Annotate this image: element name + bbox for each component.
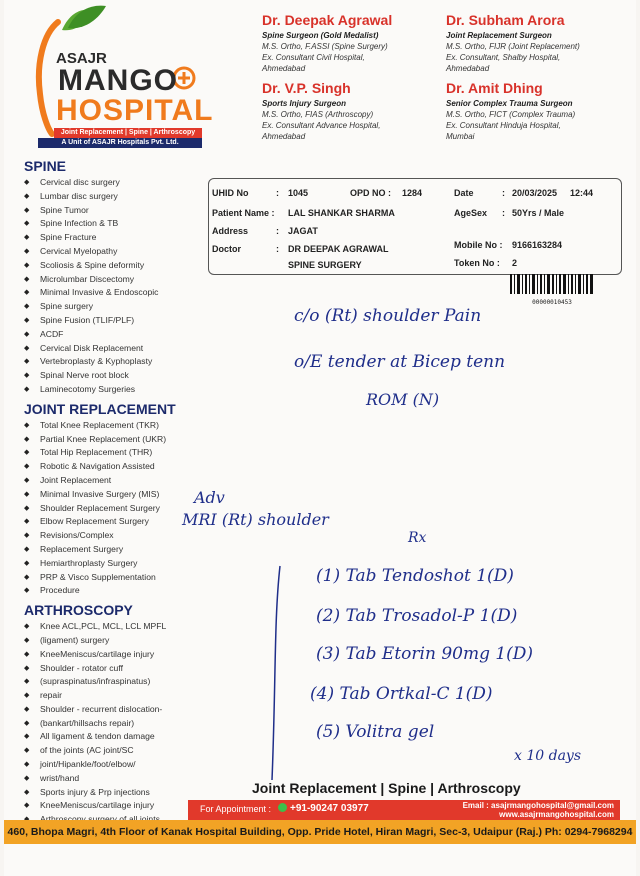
service-item: ◆ repair [24,689,184,703]
handwritten-medicine-1: (1) Tab Tendoshot 1(D) [316,566,514,586]
barcode-number: 00000010453 [532,299,572,306]
service-item: ◆ (supraspinatus/infraspinatus) [24,675,184,689]
doctor-qualification: M.S. Ortho, F.ASSI (Spine Surgery) [262,42,388,51]
service-item: ◆ Spine Fracture [24,231,184,245]
doctor-name: Dr. Amit Dhing [446,80,543,96]
service-item: ◆ Cervical Myelopathy [24,245,184,259]
service-item: ◆ of the joints (AC joint/SC [24,744,184,758]
service-item: ◆ (bankart/hillsachs repair) [24,717,184,731]
service-item: ◆ Laminecotomy Surgeries [24,383,184,397]
service-item: ◆ Microlumbar Discectomy [24,273,184,287]
doctor-name: Dr. Deepak Agrawal [262,12,393,28]
doctor-experience: Ex. Consultant, Shalby Hospital, [446,53,561,62]
service-item: ◆ Minimal Invasive Surgery (MIS) [24,488,184,502]
department-value: SPINE SURGERY [288,260,362,270]
handwritten-rx: Rx [408,530,427,546]
handwritten-medicine-2: (2) Tab Trosadol-P 1(D) [316,606,518,626]
services-sidebar [24,158,184,831]
doctor-experience-city: Ahmedabad [262,132,306,141]
doctor-name: Dr. Subham Arora [446,12,565,28]
service-item: ◆ Partial Knee Replacement (UKR) [24,433,184,447]
section-title-arthroscopy: ARTHROSCOPY [24,602,133,619]
agesex-value: 50Yrs / Male [512,208,565,218]
bracket-line [266,560,286,788]
service-item: ◆ Sports injury & Prp injections [24,786,184,800]
prescription-page [4,0,636,876]
service-item: ◆ Minimal Invasive & Endoscopic [24,286,184,300]
handwritten-complaint: c/o (Rt) shoulder Pain [294,306,482,326]
service-item: ◆ Hemiarthroplasty Surgery [24,557,184,571]
handwritten-examination: o/E tender at Bicep tenn [294,352,506,372]
footer-address: 460, Bhopa Magri, 4th Floor of Kanak Hospital Building, Opp. Pride Hotel, Hiran Magri, Sec-3, Udaipur (Raj.) Ph: 0294-7968294 [4,820,636,844]
handwritten-medicine-5: (5) Volitra gel [316,722,435,742]
doctor-card-1 [262,12,442,74]
doctor-experience-city: Mumbai [446,132,475,141]
handwritten-medicine-4: (4) Tab Ortkal-C 1(D) [310,684,493,704]
hospital-unit: A Unit of ASAJR Hospitals Pvt. Ltd. [38,138,202,148]
doctor-card-4 [446,80,626,142]
patient-name-value: LAL SHANKAR SHARMA [288,208,395,218]
hospital-logo [18,4,214,146]
doctor-card-2 [446,12,626,74]
doctor-experience-city: Ahmedabad [446,64,490,73]
doctor-qualification: M.S. Ortho, FICT (Complex Trauma) [446,110,576,119]
hospital-name-bottom: HOSPITAL [56,94,214,127]
patient-name-label: Patient Name : [212,208,275,218]
footer-services: Joint Replacement | Spine | Arthroscopy [252,780,521,796]
service-item: ◆ Cervical disc surgery [24,176,184,190]
service-item: ◆ ACDF [24,328,184,342]
service-item: ◆ Shoulder Replacement Surgery [24,502,184,516]
doctor-experience: Ex. Consultant Hinduja Hospital, [446,121,561,130]
hospital-tagline: Joint Replacement | Spine | Arthroscopy [54,128,202,138]
doctor-value: DR DEEPAK AGRAWAL [288,244,389,254]
doctor-experience: Ex. Consultant Civil Hospital, [262,53,365,62]
token-value: 2 [512,258,518,268]
arthroscopy-list [24,620,184,827]
appointment-label: For Appointment : [200,804,272,814]
barcode-bars [510,274,594,294]
service-item: ◆ Shoulder - rotator cuff [24,662,184,676]
whatsapp-icon [278,803,287,812]
service-item: ◆ Revisions/Complex [24,529,184,543]
phone-number: +91-90247 03977 [290,803,369,814]
time-value: 12:44 [570,188,594,198]
doctor-experience: Ex. Consultant Advance Hospital, [262,121,381,130]
service-item: ◆ Total Knee Replacement (TKR) [24,419,184,433]
colon: : [276,188,279,198]
doctor-name: Dr. V.P. Singh [262,80,351,96]
service-item: ◆ Spine Tumor [24,204,184,218]
doctor-label: Doctor [212,244,241,254]
doctor-title: Senior Complex Trauma Surgeon [446,99,573,108]
service-item: ◆ Joint Replacement [24,474,184,488]
footer-website[interactable]: www.asajrmangohospital.com [499,810,614,819]
date-value: 20/03/2025 [512,188,558,198]
doctor-experience-city: Ahmedabad [262,64,306,73]
service-item: ◆ Spine Fusion (TLIF/PLF) [24,314,184,328]
service-item: ◆ Spinal Nerve root block [24,369,184,383]
service-item: ◆ Replacement Surgery [24,543,184,557]
service-item: ◆ Vertebroplasty & Kyphoplasty [24,355,184,369]
colon: : [276,226,279,236]
section-title-joint: JOINT REPLACEMENT [24,400,176,417]
colon: : [502,188,505,198]
handwritten-mri: MRI (Rt) shoulder [182,510,329,529]
service-item: ◆ Shoulder - recurrent dislocation- [24,703,184,717]
hospital-name-top: MANGO [58,64,178,97]
doctor-qualification: M.S. Ortho, FIAS (Arthroscopy) [262,110,374,119]
handwritten-advice: Adv [194,488,225,507]
service-item: ◆ KneeMeniscus/cartilage injury [24,648,184,662]
uhid-value: 1045 [288,188,309,198]
doctor-title: Sports Injury Surgeon [262,99,347,108]
footer-email[interactable]: Email : asajrmangohospital@gmail.com [462,801,614,810]
service-item: ◆ Elbow Replacement Surgery [24,515,184,529]
handwritten-rom: ROM (N) [366,390,440,409]
service-item: ◆ KneeMeniscus/cartilage injury [24,799,184,813]
appointment-phone[interactable] [278,803,369,814]
doctor-title: Joint Replacement Surgeon [446,31,552,40]
service-item: ◆ PRP & Visco Supplementation [24,571,184,585]
joint-list [24,419,184,598]
handwritten-medicine-3: (3) Tab Etorin 90mg 1(D) [316,644,534,664]
opd-label: OPD NO : [350,188,392,198]
service-item: ◆ Scoliosis & Spine deformity [24,259,184,273]
hospital-prefix: ASAJR [56,50,107,67]
uhid-label: UHID No [212,188,249,198]
agesex-label: AgeSex [454,208,488,218]
service-item: ◆ Lumbar disc surgery [24,190,184,204]
token-label: Token No : [454,258,500,268]
doctor-qualification: M.S. Ortho, FIJR (Joint Replacement) [446,42,580,51]
mobile-label: Mobile No : [454,240,503,250]
service-item: ◆ All ligament & tendon damage [24,730,184,744]
service-item: ◆ Procedure [24,584,184,598]
colon: : [502,208,505,218]
colon: : [276,244,279,254]
doctor-title: Spine Surgeon (Gold Medalist) [262,31,379,40]
barcode [510,274,594,306]
doctor-card-3 [262,80,442,142]
date-label: Date [454,188,474,198]
service-item: ◆ Total Hip Replacement (THR) [24,446,184,460]
opd-value: 1284 [402,188,423,198]
spine-list [24,176,184,397]
footer-email-block [444,801,614,819]
service-item: ◆ Knee ACL,PCL, MCL, LCL MPFL [24,620,184,634]
service-item: ◆ wrist/hand [24,772,184,786]
mobile-value: 9166163284 [512,240,563,250]
handwritten-duration: x 10 days [514,748,582,764]
address-label: Address [212,226,249,236]
service-item: ◆ joint/Hipankle/foot/elbow/ [24,758,184,772]
section-title-spine: SPINE [24,158,67,174]
address-value: JAGAT [288,226,318,236]
service-item: ◆ Spine surgery [24,300,184,314]
service-item: ◆ Cervical Disk Replacement [24,342,184,356]
service-item: ◆ Robotic & Navigation Assisted [24,460,184,474]
service-item: ◆ (ligament) surgery [24,634,184,648]
service-item: ◆ Spine Infection & TB [24,217,184,231]
